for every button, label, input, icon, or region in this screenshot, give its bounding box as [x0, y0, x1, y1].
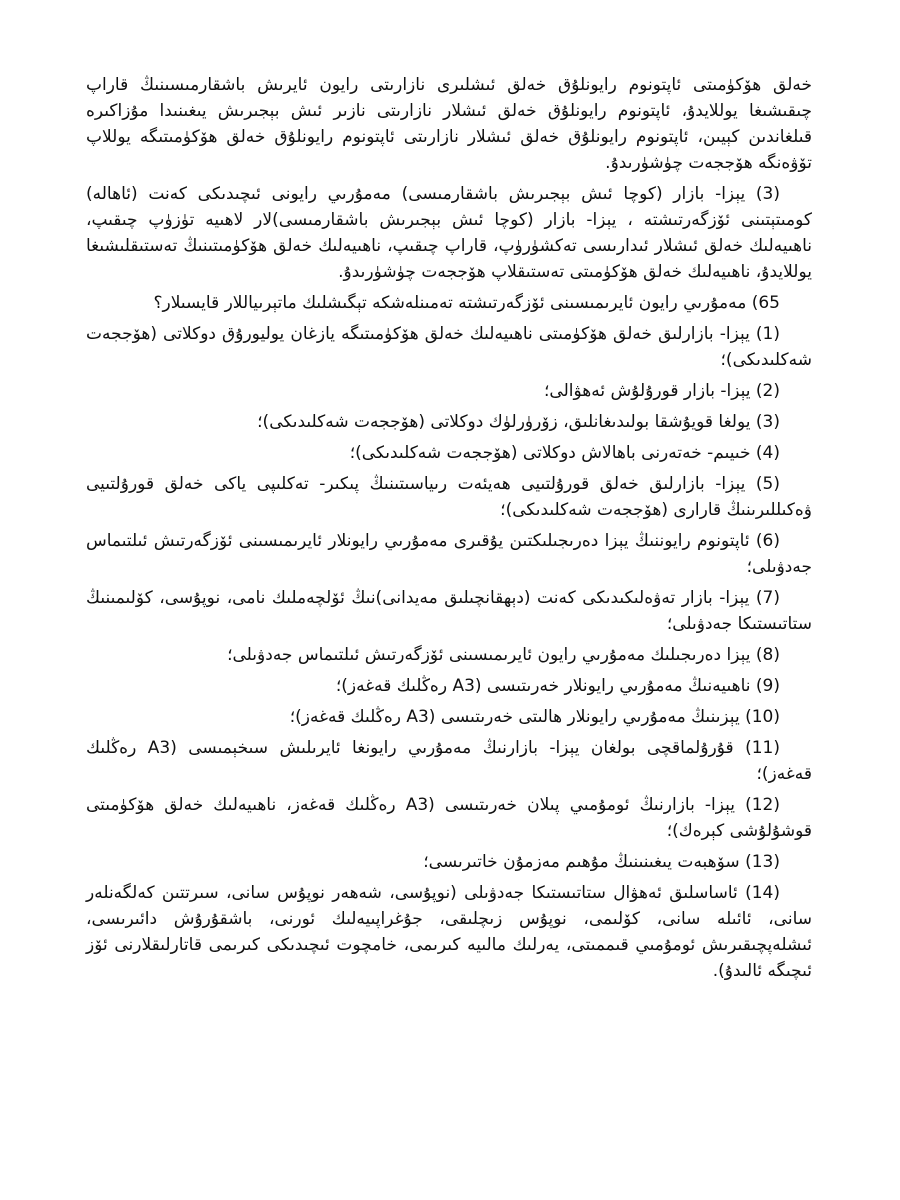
paragraph-item-3-village-committee: (3) يېزا- بازار (كوچا ئىش بېجىرىش باشقارمىسى) مەمۇرىي رايونى ئىچىدىكى كەنت (ئاھالە) كومىتېتىنى ئۆزگەرتىشتە ، يېزا- بازار (كوچا ئىش بېجىرىش باشقارمىسى)لار لاھىيە تۈزۈپ چىقىپ، ناھىيەلىك خەلق ئىشلار ئىدارىسى تەكشۈرۈپ، قاراپ چىقىپ، ناھىيەلىك خەلق ھۆكۈمىتىنىڭ تەستىقلىشىغا يوللايدۇ، ناھىيەلىك خەلق ھۆكۈمىتى تەستىقلاپ ھۆججەت چۈشۈرىدۇ. — [86, 184, 812, 282]
list-item-12: (12) يېزا- بازارنىڭ ئومۇمىي پىلان خەرىتىسى (A3 رەڭلىك قەغەز، ناھىيەلىك خەلق ھۆكۈمىتى قوشۇلۇشى كېرەك)؛ — [86, 795, 812, 841]
list-item-1: (1) يېزا- بازارلىق خەلق ھۆكۈمىتى ناھىيەلىك خەلق ھۆكۈمىتىگە يازغان يوليورۇق دوكلاتى (ھۆججەت شەكلىدىكى)؛ — [86, 324, 812, 370]
list-item-8: (8) يېزا دەرىجىلىك مەمۇرىي رايون ئايرىمىسىنى ئۆزگەرتىش ئىلتىماس جەدۋىلى؛ — [227, 645, 780, 665]
list-item-5: (5) يېزا- بازارلىق خەلق قورۇلتىيى ھەيئەت رىياسىتىنىڭ پىكىر- تەكلىپى ياكى خەلق قورۇلتىيى ۋەكىللىرىنىڭ قارارى (ھۆججەت شەكلىدىكى)؛ — [86, 474, 812, 520]
list-item-7: (7) يېزا- بازار تەۋەلىكىدىكى كەنت (دېھقانچىلىق مەيدانى)نىڭ ئۆلچەملىك نامى، نوپۇسى، كۆلىمىنىڭ ستاتىستىكا جەدۋىلى؛ — [86, 588, 812, 634]
document-page — [86, 72, 812, 989]
list-item-13: (13) سۆھبەت يىغىنىنىڭ مۇھىم مەزمۇن خاتىرىسى؛ — [423, 852, 780, 872]
paragraph-continuation: خەلق ھۆكۈمىتى ئاپتونوم رايونلۇق خەلق ئىشلىرى نازارىتى رايون ئايرىش باشقارمىسىنىڭ قاراپ چىقىشىغا يوللايدۇ، ئاپتونوم رايونلۇق خەلق ئىشلار نازارىتى نازىر ئىش بېجىرىش يىغىنىدا مۇزاكىرە قىلغاندىن كېيىن، ئاپتونوم رايونلۇق خەلق ئىشلار نازارىتى ئاپتونوم رايونلۇق خەلق ھۆكۈمىتىگە يوللاپ تۆۋەنگە ھۆججەت چۈشۈرىدۇ. — [86, 75, 812, 173]
list-item-9: (9) ناھىيەنىڭ مەمۇرىي رايونلار خەرىتىسى (A3 رەڭلىك قەغەز)؛ — [335, 676, 780, 696]
list-item-14: (14) ئاساسلىق ئەھۋال ستاتىستىكا جەدۋىلى (نوپۇسى، شەھەر نوپۇس سانى، سىرتتىن كەلگەنلەر سانى، ئائىلە سانى، كۆلىمى، نوپۇس زىچلىقى، جۇغراپىيەلىك ئورنى، باشقۇرۇش دائىرىسى، ئىشلەپچىقىرىش ئومۇمىي قىممىتى، يەرلىك مالىيە كىرىمى، خامچوت ئىچىدىكى كىرىمى قاتارلىقلارنى ئۆز ئىچىگە ئالىدۇ). — [86, 883, 812, 981]
list-item-6: (6) ئاپتونوم رايوننىڭ يېزا دەرىجىلىكتىن يۇقىرى مەمۇرىي رايونلار ئايرىمىسىنى ئۆزگەرتىش ئىلتىماس جەدۋىلى؛ — [86, 531, 812, 577]
section-heading-65: 65) مەمۇرىي رايون ئايرىمىسىنى ئۆزگەرتىشتە تەمىنلەشكە تېگىشلىك ماتېرىياللار قايسىلار؟ — [153, 293, 780, 313]
list-item-4: (4) خىيىم- خەتەرنى باھالاش دوكلاتى (ھۆججەت شەكلىدىكى)؛ — [349, 443, 780, 463]
list-item-10: (10) يېزىنىڭ مەمۇرىي رايونلار ھالىتى خەرىتىسى (A3 رەڭلىك قەغەز)؛ — [289, 707, 780, 727]
list-item-11: (11) قۇرۇلماقچى بولغان يېزا- بازارنىڭ مەمۇرىي رايونغا ئايرىلىش سىخېمىسى (A3 رەڭلىك قەغەز)؛ — [86, 738, 812, 784]
list-item-2: (2) يېزا- بازار قورۇلۇش ئەھۋالى؛ — [544, 381, 780, 401]
list-item-3: (3) يولغا قويۇشقا بولىدىغانلىق، زۆرۈرلۈك دوكلاتى (ھۆججەت شەكلىدىكى)؛ — [257, 412, 780, 432]
